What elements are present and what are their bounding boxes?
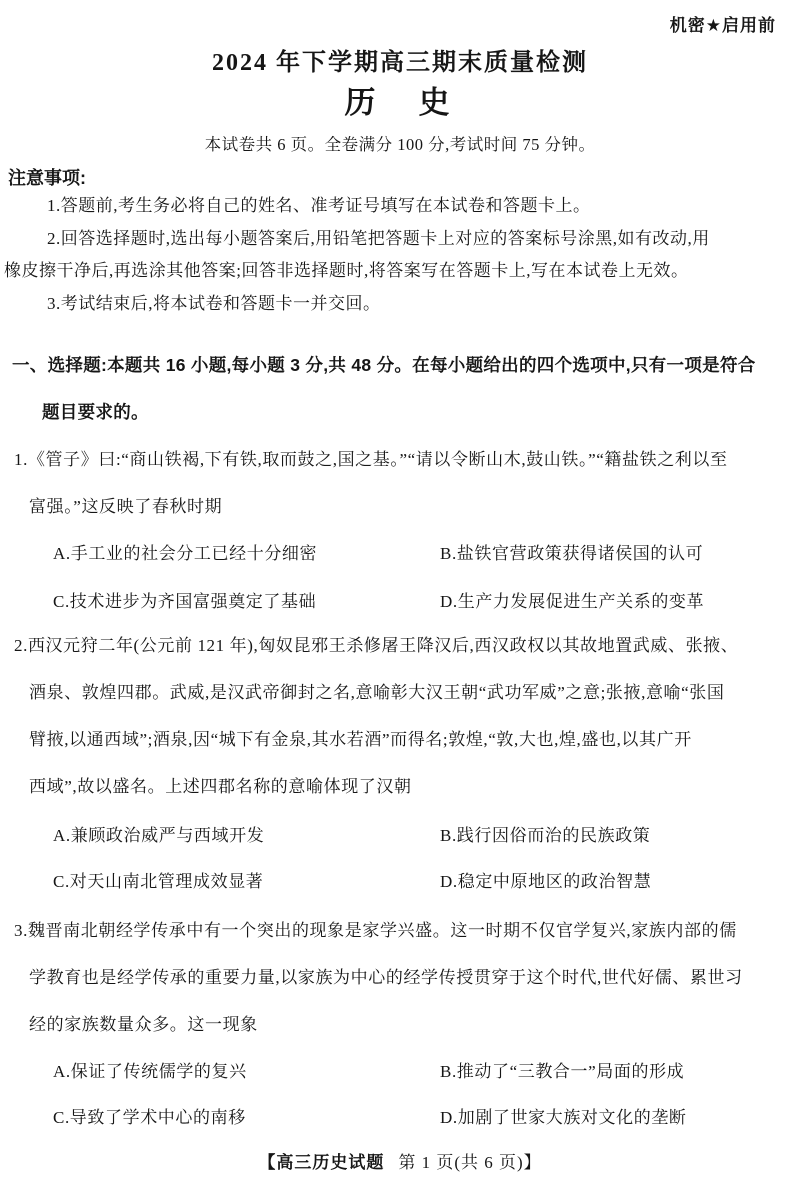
q2-option-a: A.兼顾政治威严与西域开发 (53, 826, 265, 845)
q3-stem-line-3: 经的家族数量众多。这一现象 (29, 1015, 258, 1034)
classification-stamp: 机密★启用前 (669, 16, 776, 35)
section-header-line-1: 一、选择题:本题共 16 小题,每小题 3 分,共 48 分。在每小题给出的四个选项中,只有一项是符合 (12, 355, 756, 375)
q1-option-c: C.技术进步为齐国富强奠定了基础 (53, 592, 317, 611)
exam-title: 2024 年下学期高三期末质量检测 (212, 50, 588, 76)
notice-heading: 注意事项: (8, 168, 86, 188)
q2-stem-line-1: 2.西汉元狩二年(公元前 121 年),匈奴昆邪王杀修屠王降汉后,西汉政权以其故地置武威、张掖、 (14, 636, 739, 655)
page-footer (0, 1151, 800, 1175)
notice-block (0, 190, 800, 320)
q3-stem-line-1: 3.魏晋南北朝经学传承中有一个突出的现象是家学兴盛。这一时期不仅官学复兴,家族内部的儒 (14, 921, 737, 940)
exam-page (0, 14, 800, 1190)
section-header-line-2: 题目要求的。 (42, 402, 149, 422)
notice-line-3: 3.考试结束后,将本试卷和答题卡一并交回。 (47, 293, 381, 313)
q1-option-a: A.手工业的社会分工已经十分细密 (53, 544, 318, 563)
question-2 (0, 622, 800, 905)
q2-option-d: D.稳定中原地区的政治智慧 (440, 872, 652, 891)
q2-option-c: C.对天山南北管理成效显著 (53, 872, 264, 891)
footer-page-number: 第 1 页(共 6 页)】 (398, 1153, 542, 1172)
q2-stem-line-3: 臂掖,以通西域”;酒泉,因“城下有金泉,其水若酒”而得名;敦煌,“敦,大也,煌,盛也,以其广开 (29, 730, 692, 749)
q2-options (0, 813, 800, 905)
q2-stem-line-2: 酒泉、敦煌四郡。武威,是汉武帝御封之名,意喻彰大汉王朝“武功军威”之意;张掖,意喻“张国 (29, 683, 725, 702)
section-header (0, 342, 800, 436)
notice-line-2b: 橡皮擦干净后,再选涂其他答案;回答非选择题时,将答案写在答题卡上,写在本试卷上无效。 (4, 261, 689, 280)
notice-line-2a: 2.回答选择题时,选出每小题答案后,用铅笔把答题卡上对应的答案标号涂黑,如有改动,用 (47, 228, 710, 248)
q1-stem-line-1: 1.《管子》曰:“商山铁褐,下有铁,取而鼓之,国之基。”“请以令断山木,鼓山铁。”“籍盐铁之利以至 (14, 450, 728, 469)
exam-subject: 历 史 (344, 85, 456, 120)
q1-options (0, 530, 800, 626)
q2-stem-line-4: 西域”,故以盛名。上述四郡名称的意喻体现了汉朝 (29, 777, 412, 796)
q2-option-b: B.践行因俗而治的民族政策 (440, 826, 651, 845)
q3-stem-line-2: 学教育也是经学传承的重要力量,以家族为中心的经学传授贯穿于这个时代,世代好儒、累世习 (29, 968, 743, 987)
q1-option-d: D.生产力发展促进生产关系的变革 (440, 592, 705, 611)
q3-option-c: C.导致了学术中心的南移 (53, 1108, 246, 1127)
q1-option-b: B.盐铁官营政策获得诸侯国的认可 (440, 544, 704, 563)
question-1 (0, 436, 800, 626)
notice-line-1: 1.答题前,考生务必将自己的姓名、准考证号填写在本试卷和答题卡上。 (47, 196, 591, 215)
question-3 (0, 907, 800, 1141)
q3-option-d: D.加剧了世家大族对文化的垄断 (440, 1108, 687, 1127)
q1-stem-line-2: 富强。”这反映了春秋时期 (29, 497, 223, 516)
footer-exam-name: 【高三历史试题 (258, 1153, 385, 1172)
q3-option-a: A.保证了传统儒学的复兴 (53, 1062, 247, 1081)
q3-option-b: B.推动了“三教合一”局面的形成 (440, 1062, 685, 1081)
exam-info-line: 本试卷共 6 页。全卷满分 100 分,考试时间 75 分钟。 (204, 135, 596, 154)
q3-options (0, 1049, 800, 1141)
